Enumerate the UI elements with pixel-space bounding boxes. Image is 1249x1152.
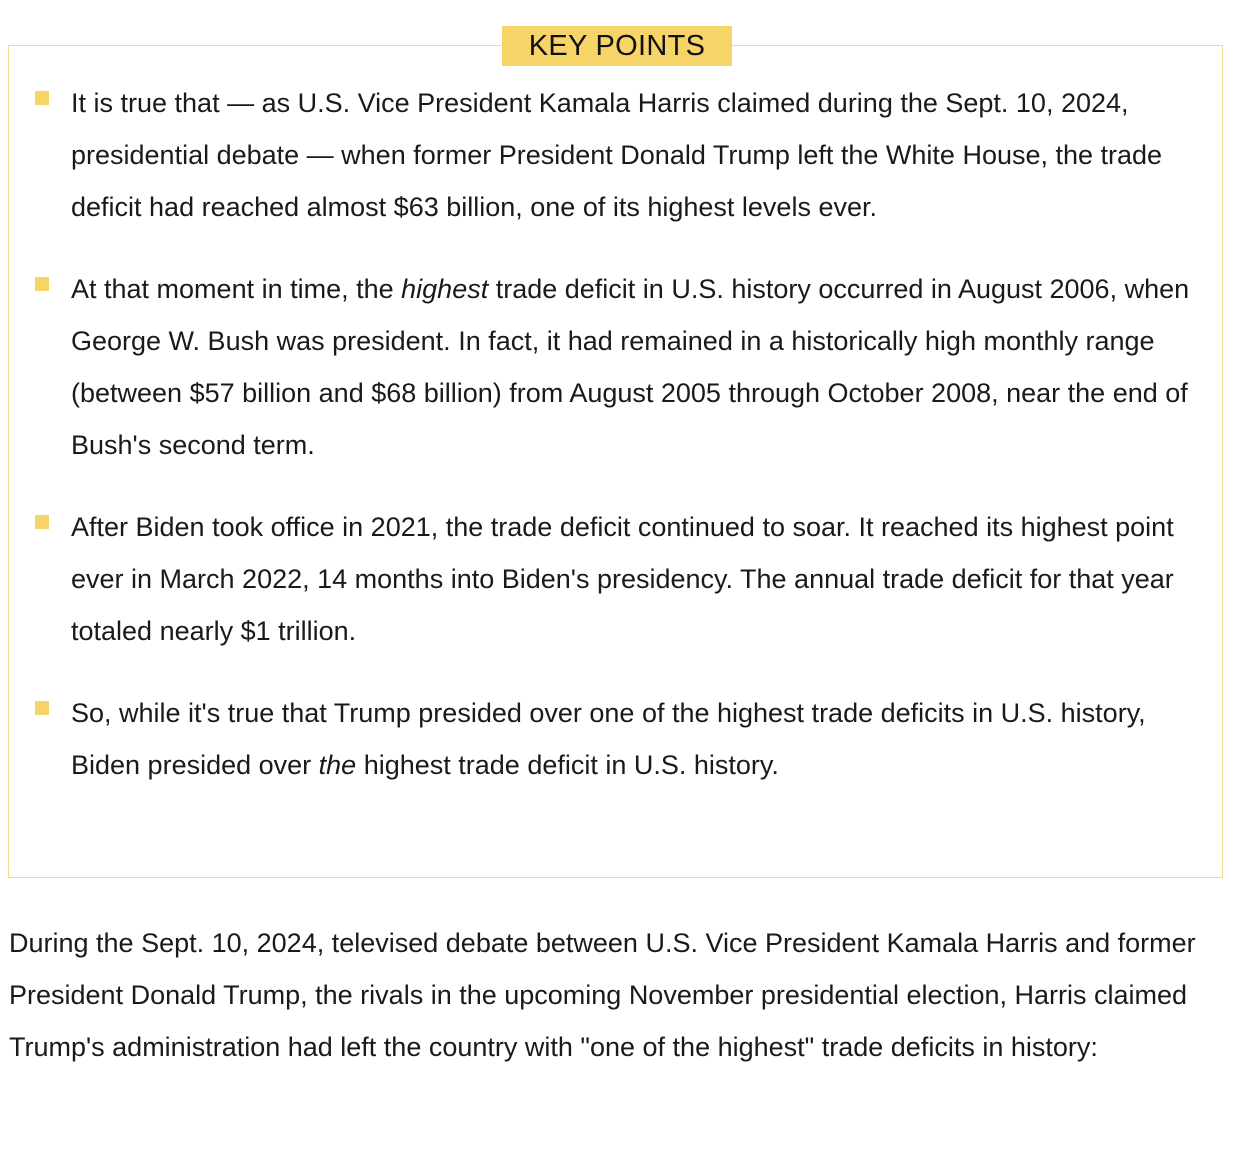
emphasis: highest [401,274,489,304]
key-point-4-text: So, while it's true that Trump presided over one of the highest trade deficits in U.S. history, Biden presided over the highest trade deficit in U.S. history. [71,698,1146,780]
key-point-2 [71,263,1211,471]
key-point-1 [71,77,1211,233]
square-bullet-icon [35,277,49,291]
key-points-list [71,77,1211,821]
key-point-2-text: At that moment in time, the highest trade deficit in U.S. history occurred in August 2006, when George W. Bush was president. In fact, it had remained in a historically high monthly range (between $57 billion and $68 billion) from August 2005 through October 2008, near the end of Bush's second term. [71,274,1190,460]
square-bullet-icon [35,515,49,529]
square-bullet-icon [35,91,49,105]
intro-paragraph: During the Sept. 10, 2024, televised debate between U.S. Vice President Kamala Harris and former President Donald Trump, the rivals in the upcoming November presidential election, Harris claimed Trump's administration had left the country with "one of the highest" trade deficits in history: [9,928,1196,1062]
key-point-1-text: It is true that — as U.S. Vice President Kamala Harris claimed during the Sept. 10, 2024, presidential debate — when former President Donald Trump left the White House, the trade deficit had reached almost $63 billion, one of its highest levels ever. [71,88,1163,222]
emphasis: the [318,750,357,780]
key-point-3-text: After Biden took office in 2021, the trade deficit continued to soar. It reached its highest point ever in March 2022, 14 months into Biden's presidency. The annual trade deficit for that year totaled nearly $1 trillion. [71,512,1174,646]
key-points-title: KEY POINTS [502,26,732,66]
key-point-4 [71,687,1211,791]
square-bullet-icon [35,701,49,715]
key-point-3 [71,501,1211,657]
